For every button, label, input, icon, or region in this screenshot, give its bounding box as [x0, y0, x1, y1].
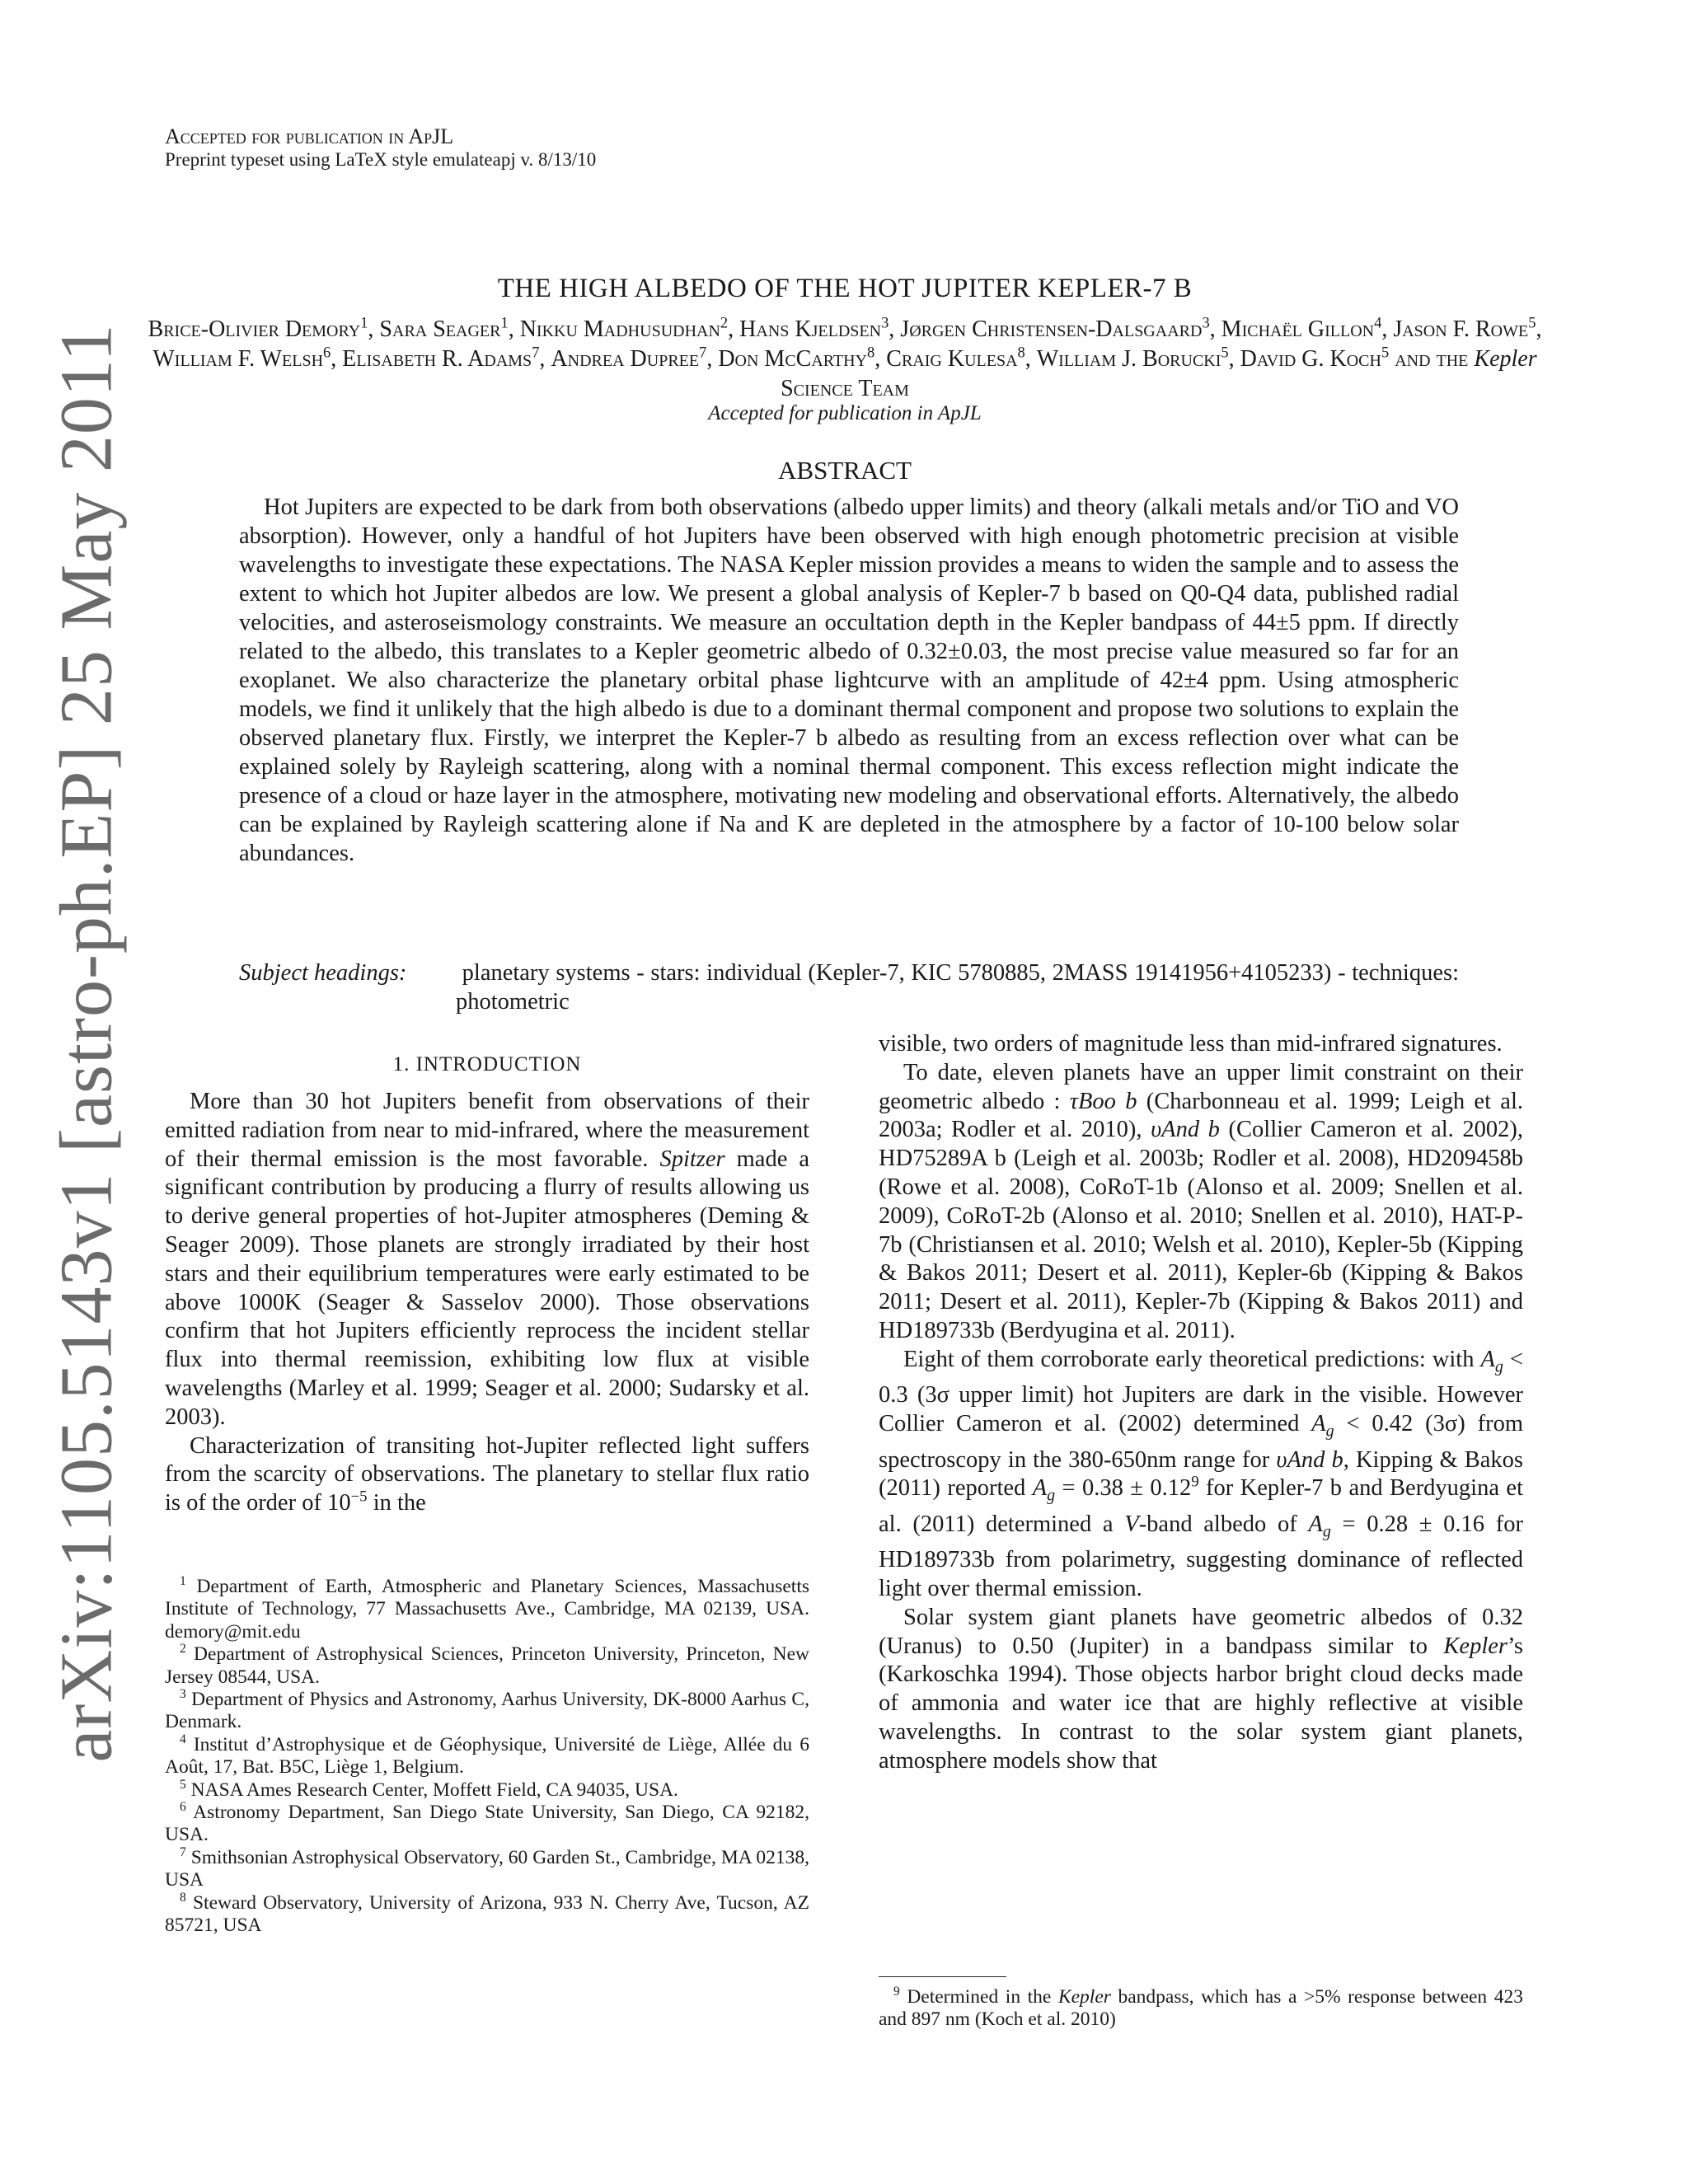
- affiliation-footnote: [165, 1689, 809, 1734]
- authors-and-the: and the: [1395, 346, 1475, 372]
- author-name: Andrea Dupree: [551, 346, 700, 372]
- subject-headings-text: planetary systems - stars: individual (Kepler-7, KIC 5780885, 2MASS 19141956+4105233) - techniques: photometric: [456, 960, 1459, 1015]
- author-items: [148, 316, 1542, 372]
- author-separator: ,: [1536, 316, 1542, 342]
- affiliation-footnote: [165, 1892, 809, 1938]
- author-affiliation-mark: 2: [720, 314, 729, 331]
- affiliation-number: 8: [180, 1890, 186, 1905]
- affiliation-number: 3: [180, 1687, 186, 1702]
- intro-paragraph-4: Eight of them corroborate early theoretical predictions: with $A_g < 0.3$ (3σ upper limit) hot Jupiters are dark in the visible. However Collier Cameron et al. (2002) determined $A_g < 0.42$ (3σ) from spectroscopy in the 380-650nm range for υAnd b, Kipping & Bakos (2011) reported $A_g = 0.38 \pm 0.12^9$ for Kepler-7 b and Berdyugina et al. (2011) determined a V-band albedo of $A_g = 0.28 \pm 0.16$ for HD189733b from polarimetry, suggesting dominance of reflected light over thermal emission.: [879, 1346, 1523, 1602]
- author-affiliation-mark: 7: [532, 344, 540, 361]
- author-affiliation-mark: 4: [1374, 314, 1382, 331]
- journal-note: Accepted for publication in ApJL: [165, 124, 454, 148]
- preprint-header: [165, 125, 596, 171]
- affiliation-footnotes: [165, 1576, 809, 1938]
- arxiv-identifier-stamp: [33, 322, 140, 1763]
- author-affiliation-mark: 5: [1221, 344, 1229, 361]
- author-separator: ,: [1209, 316, 1221, 342]
- author-separator: ,: [874, 346, 887, 372]
- author-affiliation-mark: 5: [1381, 344, 1390, 361]
- author-separator: ,: [331, 346, 343, 372]
- author-separator: ,: [508, 316, 520, 342]
- affiliation-number: 1: [180, 1574, 186, 1589]
- arxiv-id-text: arXiv:1105.5143v1 [astro-ph.EP] 25 May 2011: [45, 322, 128, 1763]
- acceptance-line: Accepted for publication in ApJL: [708, 402, 982, 424]
- affiliation-footnote: [165, 1643, 809, 1689]
- affiliation-number: 6: [180, 1800, 186, 1815]
- affiliation-text: Department of Physics and Astronomy, Aarhus University, DK-8000 Aarhus C, Denmark.: [165, 1689, 809, 1733]
- author-separator: ,: [1025, 346, 1037, 372]
- author-name: Brice-Olivier Demory: [148, 316, 361, 342]
- author-affiliation-mark: 6: [323, 344, 331, 361]
- author-separator: ,: [539, 346, 551, 372]
- author-affiliation-mark: 3: [881, 314, 889, 331]
- affiliation-number: 7: [180, 1845, 186, 1860]
- footnote-9-text: $^9$ Determined in the Kepler bandpass, which has a >5% response between 423 and 897 nm (Koch et al. 2010): [879, 1985, 1523, 2031]
- intro-paragraph-2: Characterization of transiting hot-Jupiter reflected light suffers from the scarcity of observations. The planetary to stellar flux ratio is of the order of $10^{-5}$ in the: [165, 1432, 809, 1516]
- affiliation-footnote: [165, 1734, 809, 1779]
- intro-paragraph-continued: visible, two orders of magnitude less than mid-infrared signatures.: [879, 1031, 1503, 1057]
- right-column-body: [879, 1030, 1523, 1776]
- author-name: William J. Borucki: [1036, 346, 1221, 372]
- affiliation-text: Smithsonian Astrophysical Observatory, 60 Garden St., Cambridge, MA 02138, USA: [165, 1846, 809, 1891]
- author-affiliation-mark: 7: [699, 344, 707, 361]
- author-name: Michaël Gillon: [1221, 316, 1375, 342]
- author-name: Jason F. Rowe: [1393, 316, 1529, 342]
- abstract-heading: ABSTRACT: [778, 456, 912, 485]
- author-affiliation-mark: 8: [867, 344, 875, 361]
- intro-paragraph-1: More than 30 hot Jupiters benefit from observations of their emitted radiation from near to mid-infrared, where the measurement of their thermal emission is the most favorable. Spitzer made a significant contribution by producing a flurry of results allowing us to derive general properties of hot-Jupiter atmospheres (Deming & Seager 2009). Those planets are strongly irradiated by their host stars and their equilibrium temperatures were early estimated to be above 1000K (Seager & Sasselov 2000). Those observations confirm that hot Jupiters efficiently reprocess the incident stellar flux into thermal reemission, exhibiting low flux at visible wavelengths (Marley et al. 1999; Seager et al. 2000; Sudarsky et al. 2003).: [165, 1089, 810, 1430]
- affiliation-text: Astronomy Department, San Diego State University, San Diego, CA 92182, USA.: [165, 1802, 809, 1846]
- footnote-rule: [879, 1976, 1006, 1977]
- section-heading-introduction: 1. INTRODUCTION: [392, 1053, 582, 1076]
- author-separator: ,: [368, 316, 380, 342]
- footnote-9: [879, 1986, 1523, 2032]
- affiliation-footnote: [165, 1847, 809, 1892]
- author-separator: ,: [1228, 346, 1240, 372]
- author-affiliation-mark: 3: [1202, 314, 1210, 331]
- author-name: Nikku Madhusudhan: [519, 316, 720, 342]
- paper-title: THE HIGH ALBEDO OF THE HOT JUPITER KEPLER-7 B: [497, 274, 1193, 303]
- abstract-body: Hot Jupiters are expected to be dark from both observations (albedo upper limits) and theory (alkali metals and/or TiO and VO absorption). However, only a handful of hot Jupiters have been observed with high enough photometric precision at visible wavelengths to investigate these expectations. The NASA Kepler mission provides a means to widen the sample and to assess the extent to which hot Jupiter albedos are low. We present a global analysis of Kepler-7 b based on Q0-Q4 data, published radial velocities, and asteroseismology constraints. We measure an occultation depth in the Kepler bandpass of 44±5 ppm. If directly related to the albedo, this translates to a Kepler geometric albedo of 0.32±0.03, the most precise value measured so far for an exoplanet. We also characterize the planetary orbital phase lightcurve with an amplitude of 42±4 ppm. Using atmospheric models, we find it unlikely that the high albedo is due to a dominant thermal component and propose two solutions to explain the observed planetary flux. Firstly, we interpret the Kepler-7 b albedo as resulting from an excess reflection over what can be explained solely by Rayleigh scattering, along with a nominal thermal component. This excess reflection might indicate the presence of a cloud or haze layer in the atmosphere, motivating new modeling and observational efforts. Alternatively, the albedo can be explained by Rayleigh scattering alone if Na and K are depleted in the atmosphere by a factor of 10-100 below solar abundances.: [239, 494, 1459, 866]
- author-name: William F. Welsh: [152, 346, 324, 372]
- author-separator: ,: [1381, 316, 1394, 342]
- affiliation-text: Institut d’Astrophysique et de Géophysique, Université de Liège, Allée du 6 Août, 17, Bat. B5C, Liège 1, Belgium.: [165, 1733, 809, 1779]
- affiliation-list: [165, 1576, 809, 1938]
- subject-headings: [239, 958, 1459, 1016]
- affiliation-number: 5: [180, 1777, 186, 1792]
- author-separator: ,: [728, 316, 740, 342]
- intro-paragraph-5: Solar system giant planets have geometric albedos of 0.32 (Uranus) to 0.50 (Jupiter) in a bandpass similar to Kepler’s (Karkoschka 1994). Those objects harbor bright cloud decks made of ammonia and water ice that are highly reflective at visible wavelengths. In contrast to the solar system giant planets, atmosphere models show that: [879, 1604, 1523, 1774]
- affiliation-footnote: [165, 1779, 809, 1802]
- author-name: David G. Koch: [1240, 346, 1381, 372]
- affiliation-text: Department of Astrophysical Sciences, Princeton University, Princeton, New Jersey 08544, USA.: [165, 1643, 809, 1688]
- author-name: Craig Kulesa: [886, 346, 1018, 372]
- affiliation-footnote: [165, 1576, 809, 1643]
- spitzer-name: Spitzer: [659, 1146, 725, 1172]
- authors-kepler: Kepler: [1474, 346, 1537, 372]
- affiliation-number: 4: [180, 1732, 186, 1747]
- latex-logo: LaTeX: [335, 149, 387, 170]
- author-name: Sara Seager: [379, 316, 501, 342]
- author-affiliation-mark: 1: [500, 314, 509, 331]
- authors-science-team: Science Team: [781, 376, 909, 401]
- author-affiliation-mark: 5: [1528, 314, 1536, 331]
- author-name: Elisabeth R. Adams: [342, 346, 532, 372]
- affiliation-footnote: [165, 1802, 809, 1847]
- author-affiliation-mark: 8: [1017, 344, 1025, 361]
- left-column-body: [165, 1088, 809, 1518]
- author-name: Don McCarthy: [718, 346, 868, 372]
- intro-paragraph-3: To date, eleven planets have an upper limit constraint on their geometric albedo : τBoo b (Charbonneau et al. 1999; Leigh et al. 2003a; Rodler et al. 2010), υAnd b (Collier Cameron et al. 2002), HD75289A b (Leigh et al. 2003b; Rodler et al. 2008), HD209458b (Rowe et al. 2008), CoRoT-1b (Alonso et al. 2009; Snellen et al. 2009), CoRoT-2b (Alonso et al. 2010; Snellen et al. 2010), HAT-P-7b (Christiansen et al. 2010; Welsh et al. 2010), Kepler-5b (Kipping & Bakos 2011; Desert et al. 2011), Kepler-6b (Kipping & Bakos 2011; Desert et al. 2011), Kepler-7b (Kipping & Bakos 2011) and HD189733b (Berdyugina et al. 2011).: [879, 1059, 1523, 1343]
- author-separator: ,: [706, 346, 719, 372]
- author-name: Hans Kjeldsen: [739, 316, 882, 342]
- affiliation-text: Department of Earth, Atmospheric and Planetary Sciences, Massachusetts Institute of Technology, 77 Massachusetts Ave., Cambridge, MA 02139, USA. demory@mit.edu: [165, 1576, 809, 1643]
- author-separator: ,: [889, 316, 901, 342]
- affiliation-text: Steward Observatory, University of Arizona, 933 N. Cherry Ave, Tucson, AZ 85721, USA: [165, 1891, 809, 1937]
- subject-headings-label: Subject headings:: [239, 960, 407, 986]
- author-affiliation-mark: 1: [360, 314, 368, 331]
- typeset-note: Preprint typeset using LaTeX style emulateapj v. 8/13/10: [165, 149, 597, 170]
- affiliation-text: NASA Ames Research Center, Moffett Field, CA 94035, USA.: [185, 1779, 678, 1801]
- author-list: [140, 315, 1550, 404]
- affiliation-number: 2: [180, 1642, 186, 1657]
- author-name: Jørgen Christensen-Dalsgaard: [900, 316, 1203, 342]
- footnote-9-marker: 9: [1191, 1473, 1199, 1491]
